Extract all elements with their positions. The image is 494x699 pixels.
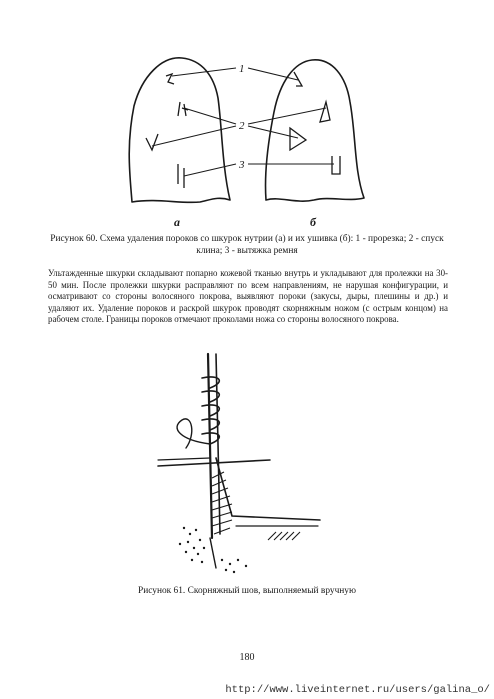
pelt-outline-b [265,60,364,201]
watermark-url: http://www.liveinternet.ru/users/galina_o/ [225,684,490,696]
pelt-outline-a [129,58,230,203]
callout-1: 1 [239,63,245,75]
figure-61-caption: Рисунок 61. Скорняжный шов, выполняемый вручную [138,586,356,596]
figure-60-caption: Рисунок 60. Схема удаления пороков со шкурок нутрии (а) и их ушивка (б): 1 - прорезка; 2 - спуск клина; 3 - вытяжка ремня [50,234,444,256]
figure-61-seam-illustration [150,348,340,578]
figure-60-pelt-diagram [118,46,378,232]
page-number: 180 [239,652,255,663]
callout-2: 2 [239,120,245,132]
panel-label-b: б [310,215,316,229]
body-paragraph: Ультажденные шкурки складывают попарно кожевой тканью внутрь и укладывают для пролежки на 30-50 мин. После пролежки шкурки расправляют по всем направлениям, не нарушая конфигурации, и осматривают со стороны волосяного покрова, выявляют пороки (закусы, дыры, плешины и др.) и удаляют их. Удаление пороков и раскрой шкурок проводят скорняжным ножом (с острым концом) на рабочем столе. Границы пороков отмечают проколами ножа со стороны волосяного покрова. [48,268,448,325]
panel-label-a: а [174,215,180,229]
callout-3: 3 [239,159,245,171]
